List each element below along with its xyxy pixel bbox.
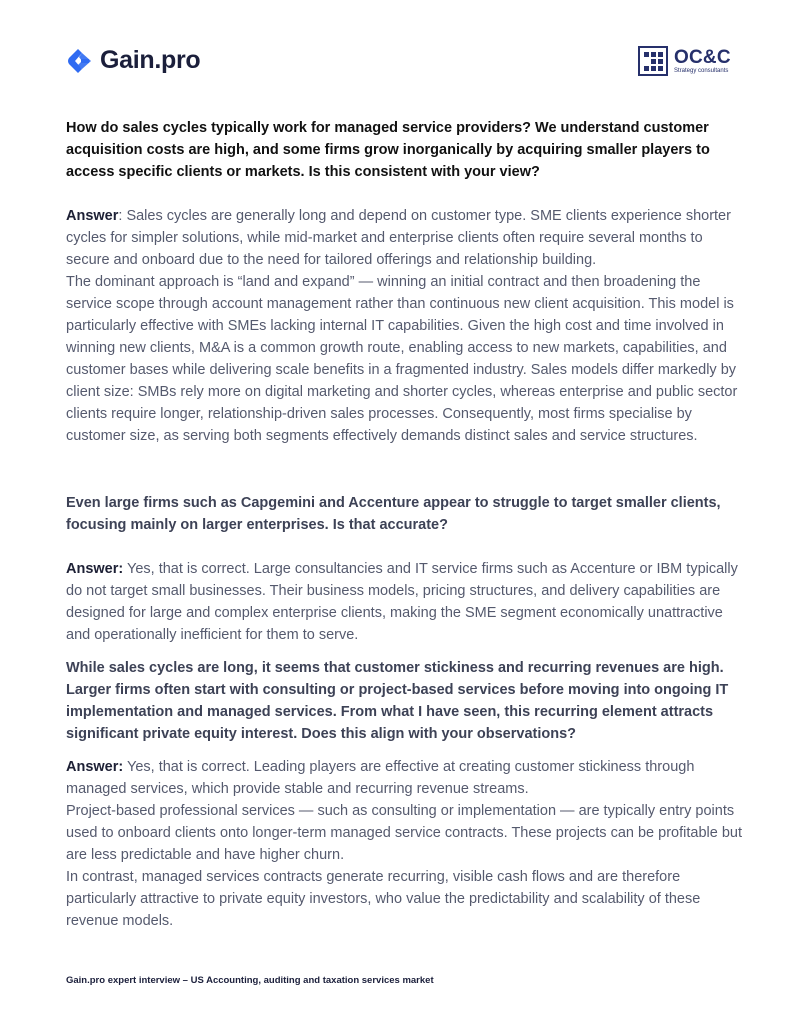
answer-3-paragraph-1: Answer: Yes, that is correct. Leading players are effective at creating customer stickiness through managed services, which provide stable and recurring revenue streams. (66, 759, 695, 797)
occ-logo-name: OC&C (674, 46, 731, 68)
gain-logo[interactable] (66, 46, 200, 75)
page-header (0, 0, 800, 100)
occ-logo[interactable] (638, 46, 731, 76)
answer-1-paragraph-2: The dominant approach is “land and expand” — winning an initial contract and then broadening the service scope through account management rather than continuous new client acquisition. This model is particularly effective with SMEs lacking internal IT capabilities. Given the high cost and time involved in winning new clients, M&A is a common growth route, enabling access to new markets, capabilities, and customer bases while delivering scale benefits in a fragmented industry. Sales models differ markedly by client size: SMBs rely more on digital marketing and shorter cycles, whereas enterprise and public sector clients require longer, relationship-driven sales processes. Consequently, most firms specialise by customer size, as serving both segments effectively demands distinct sales and service structures. (66, 274, 738, 444)
question-1: How do sales cycles typically work for managed service providers? We understand customer acquisition costs are high, and some firms grow inorganically by acquiring smaller players to access specific clients or markets. Is this consistent with your view? (66, 120, 710, 180)
question-3: While sales cycles are long, it seems that customer stickiness and recurring revenues are high. Larger firms often start with consulting or project-based services before moving into ongoing IT implementation and managed services. From what I have seen, this recurring element attracts significant private equity interest. Does this align with your observations? (66, 660, 729, 742)
question-2: Even large firms such as Capgemini and Accenture appear to struggle to target smaller clients, focusing mainly on larger enterprises. Is that accurate? (66, 495, 721, 533)
gain-logo-text: Gain.pro (100, 46, 201, 74)
gain-logo-icon (66, 47, 94, 75)
interview-content (66, 117, 742, 932)
answer-label: Answer (66, 208, 119, 224)
page-footer: Gain.pro expert interview – US Accounting, auditing and taxation services market (66, 975, 434, 986)
answer-1-paragraph-1: Answer: Sales cycles are generally long and depend on customer type. SME clients experience shorter cycles for simpler solutions, while mid-market and enterprise clients often require several months to secure and onboard due to the need for tailored offerings and relationship building. (66, 208, 731, 268)
occ-logo-subtitle: Strategy consultants (674, 67, 729, 74)
answer-3-paragraph-3: In contrast, managed services contracts generate recurring, visible cash flows and are therefore particularly attractive to private equity investors, who value the predictability and scalability of these revenue models. (66, 869, 701, 929)
occ-logo-icon (638, 46, 668, 76)
answer-3-paragraph-2: Project-based professional services — such as consulting or implementation — are typically entry points used to onboard clients onto longer-term managed service contracts. These projects can be profitable but are less predictable and have higher churn. (66, 803, 742, 863)
answer-label: Answer: (66, 759, 124, 775)
answer-label: Answer: (66, 561, 124, 577)
answer-2-paragraph-1: Answer: Yes, that is correct. Large consultancies and IT service firms such as Accenture or IBM typically do not target small businesses. Their business models, pricing structures, and delivery capabilities are designed for large and complex enterprise clients, making the SME segment economically unattractive and operationally inefficient for them to serve. (66, 561, 738, 643)
